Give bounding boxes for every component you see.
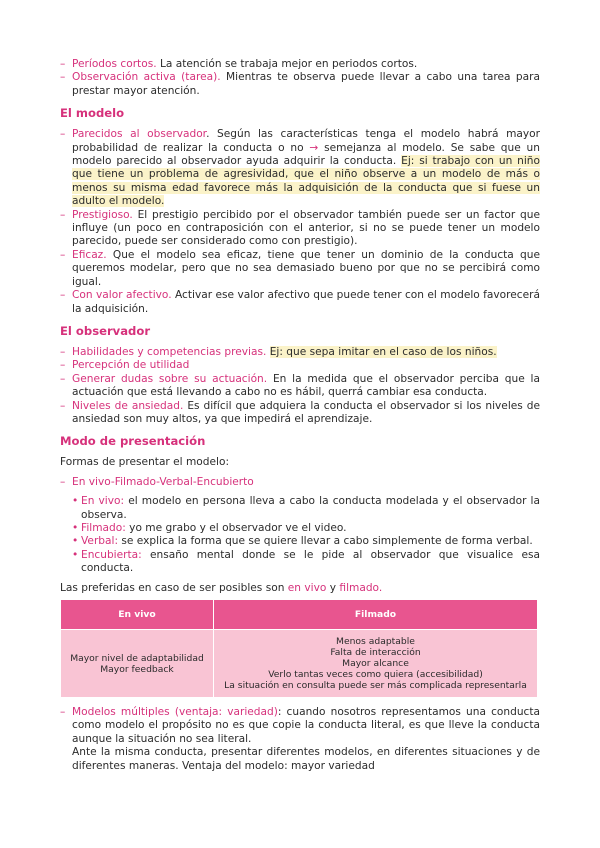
table-cell: Mayor nivel de adaptabilidad Mayor feedback — [61, 630, 214, 698]
item-text: Ante la misma conducta, presentar diferentes modelos, en diferentes situaciones y de diferentes maneras. Ventaja del modelo: mayor variedad — [72, 746, 540, 772]
highlighted-example: Ej: que sepa imitar en el caso de los niños. — [269, 345, 497, 358]
bullet-icon: • — [72, 521, 79, 534]
bullet-icon: • — [72, 535, 79, 548]
item-term: Eficaz. — [72, 248, 107, 261]
item-term: Verbal: — [81, 535, 119, 548]
item-text: se explica la forma que se quiere llevar a cabo simplemente de forma verbal. — [121, 535, 533, 548]
item-term: Parecidos al observador — [72, 128, 207, 141]
item-text: Activar ese valor afectivo que puede tener con el modelo favorecerá la adquisición. — [72, 289, 540, 315]
item-text: La atención se trabaja mejor en periodos cortos. — [159, 58, 418, 70]
item-text: el modelo en persona lleva a cabo la conducta modelada y el observador la observa. — [81, 495, 540, 521]
item-term: Modelos múltiples (ventaja: variedad) — [72, 706, 278, 718]
list-item: – Períodos cortos. La atención se trabaja mejor en periodos cortos. — [60, 58, 418, 70]
bullet-item — [60, 549, 540, 576]
item-term: Generar dudas sobre su actuación. — [72, 372, 268, 385]
bullet-icon: • — [72, 495, 79, 508]
item-text: ensaño mental donde se le pide al observador que visualice esa conducta. — [81, 548, 540, 575]
document-page — [60, 58, 540, 773]
section-heading-modelo: El modelo — [60, 106, 125, 121]
item-text: Es difícil que adquiera la conducta el observador si los niveles de ansiedad son muy altos, ya que impedirá el aprendizaje. — [72, 399, 541, 425]
item-text: Mientras te observa puede llevar a cabo una tarea para prestar mayor atención. — [72, 71, 540, 97]
list-item: – Eficaz. Que el modelo sea eficaz, tiene que tener un dominio de la conducta que queremos modelar, pero que no sea demasiado bueno por que no se percibirá como igual. — [60, 248, 540, 288]
bullet-item — [60, 535, 540, 548]
list-item: – Modelos múltiples (ventaja: variedad): cuando nosotros representamos una conducta como modelo el propósito no es que copie la conducta literal, es que lleve la conducta aunque la situación no sea literal. Ante la misma conducta, presentar diferentes modelos, en diferentes situaciones y de diferentes maneras. Ventaja del modelo: mayor variedad — [60, 706, 541, 772]
item-text: . Según las características tenga el modelo habrá mayor probabilidad de realizar la conducta o no — [72, 128, 541, 154]
bullet-item — [60, 495, 540, 522]
item-term: Niveles de ansiedad. — [72, 399, 184, 412]
item-text: El prestigio percibido por el observador también puede ser un factor que influye (un poco en contraposición con el anterior, si no se puede tener un modelo parecido, puede ser considerado como con prestigio). — [72, 208, 540, 248]
arrow-icon: → — [309, 141, 319, 154]
list-item: – En vivo-Filmado-Verbal-Encubierto — [60, 475, 254, 488]
item-term: Habilidades y competencias previas. — [72, 345, 267, 358]
table-row — [61, 630, 538, 698]
item-term: Encubierta: — [81, 548, 142, 561]
item-text: Que el modelo sea eficaz, tiene que tener un dominio de la conducta que queremos modelar, pero que no sea demasiado bueno por que no se percibirá como igual. — [72, 248, 540, 288]
item-term: Períodos cortos. — [72, 58, 157, 70]
list-item: – Niveles de ansiedad. Es difícil que adquiera la conducta el observador si los niveles de ansiedad son muy altos, ya que impedirá el aprendizaje. — [60, 399, 541, 425]
bullet-item — [60, 522, 540, 535]
bullet-icon: • — [72, 548, 79, 561]
paragraph: Formas de presentar el modelo: — [60, 456, 230, 469]
highlighted-example: Ej: si trabajo con un niño que tiene un problema de agresividad, que el niño observe a un modelo de más o menos su misma edad favorece más la adquisición de la conducta que si fuese un adulto el modelo. — [72, 155, 540, 208]
item-text: En la medida que el observador perciba que la actuación que está llevando a cabo no es hábil, querrá cambiar esa conducta. — [72, 372, 540, 399]
list-item: – Observación activa (tarea). Mientras te observa puede llevar a cabo una tarea para prestar mayor atención. — [60, 71, 540, 97]
item-text: semejanza al modelo. Se sabe que un modelo parecido al observador ayuda adquirir la conducta. — [72, 141, 540, 168]
list-item: – Prestigioso. El prestigio percibido por el observador también puede ser un factor que influye (un poco en contraposición con el anterior, si no se puede tener un modelo parecido, puede ser considerado como con prestigio). — [60, 208, 540, 248]
item-text: : cuando nosotros representamos una conducta como modelo el propósito no es que copie la conducta literal, es que lleve la conducta aunque la situación no sea literal. — [72, 706, 541, 745]
table-header: En vivo — [61, 600, 214, 630]
paragraph: Las preferidas en caso de ser posibles son en vivo y filmado. — [60, 581, 383, 594]
table-cell: Menos adaptable Falta de interacción Mayor alcance Verlo tantas veces como quiera (accesibilidad) La situación en consulta puede ser más complicada representarla — [214, 630, 538, 698]
item-term: En vivo-Filmado-Verbal-Encubierto — [72, 475, 254, 488]
item-term: Prestigioso. — [72, 208, 133, 221]
item-term: Percepción de utilidad — [72, 359, 190, 372]
list-item: – Parecidos al observador. Según las características tenga el modelo habrá mayor probabilidad de realizar la conducta o no → semejanza al modelo. Se sabe que un modelo parecido al observador ayuda adquirir la conducta. Ej: si trabajo con un niño que tiene un problema de agresividad, que el niño observe a un modelo de más o menos su misma edad favorece más la adquisición de la conducta que si fuese un adulto el modelo. — [60, 128, 541, 208]
item-term: En vivo: — [81, 495, 125, 508]
list-item: – Generar dudas sobre su actuación. En la medida que el observador perciba que la actuación que está llevando a cabo no es hábil, querrá cambiar esa conducta. — [60, 372, 540, 399]
section-heading-presentacion: Modo de presentación — [60, 434, 206, 449]
item-term: Con valor afectivo. — [72, 289, 172, 302]
item-term: Observación activa (tarea). — [72, 71, 221, 84]
item-text: yo me grabo y el observador ve el video. — [129, 521, 347, 534]
section-heading-observador: El observador — [60, 323, 151, 338]
item-term: Filmado: — [81, 521, 126, 534]
list-item: – Con valor afectivo. Activar ese valor afectivo que puede tener con el modelo favorecerá la adquisición. — [60, 289, 540, 315]
table-header: Filmado — [214, 600, 538, 630]
comparison-table — [60, 599, 538, 698]
table-header-row — [61, 600, 538, 630]
list-item: – Percepción de utilidad — [60, 359, 190, 372]
list-item: – Habilidades y competencias previas. Ej: que sepa imitar en el caso de los niños. — [60, 345, 497, 358]
